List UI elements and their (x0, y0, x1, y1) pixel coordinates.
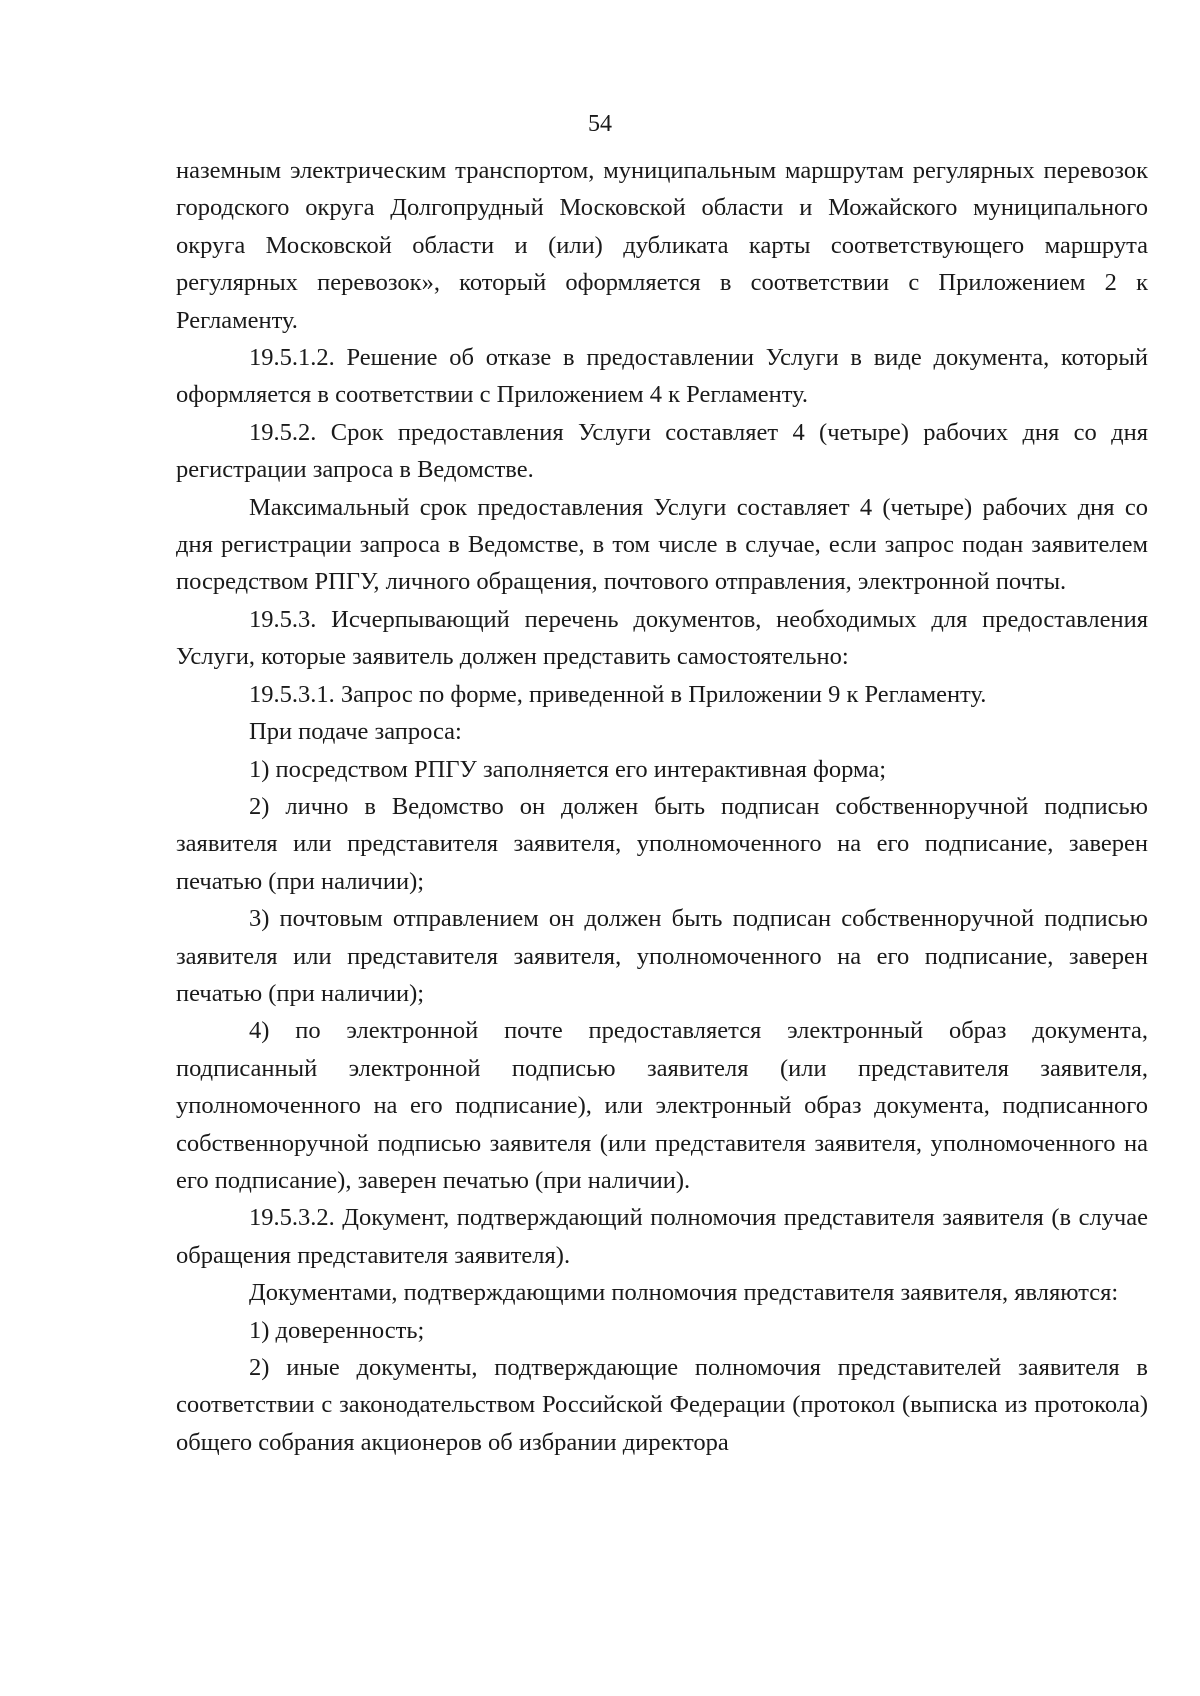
document-body (176, 152, 1148, 1461)
paragraph-8: 1) посредством РПГУ заполняется его интерактивная форма; (249, 755, 886, 783)
paragraph-6: 19.5.3.1. Запрос по форме, приведенной в Приложении 9 к Регламенту. (249, 680, 987, 708)
paragraph-10: 3) почтовым отправлением он должен быть подписан собственноручной подписью заявителя или представителя заявителя, уполномоченного на его подписание, заверен печатью (при наличии); (176, 905, 1148, 1007)
paragraph-14: 1) доверенность; (249, 1316, 425, 1344)
paragraph-4: Максимальный срок предоставления Услуги составляет 4 (четыре) рабочих дня со дня регистрации запроса в Ведомстве, в том числе в случае, если запрос подан заявителем посредством РПГУ, личного обращения, почтового отправления, электронной почты. (176, 493, 1148, 596)
paragraph-13: Документами, подтверждающими полномочия представителя заявителя, являются: (249, 1279, 1119, 1307)
paragraph-5: 19.5.3. Исчерпывающий перечень документов, необходимых для предоставления Услуги, которые заявитель должен представить самостоятельно: (176, 605, 1148, 671)
paragraph-3: 19.5.2. Срок предоставления Услуги составляет 4 (четыре) рабочих дня со дня регистрации запроса в Ведомстве. (176, 418, 1148, 484)
paragraph-7: При подаче запроса: (249, 718, 462, 746)
paragraph-9: 2) лично в Ведомство он должен быть подписан собственноручной подписью заявителя или представителя заявителя, уполномоченного на его подписание, заверен печатью (при наличии); (176, 792, 1148, 895)
paragraph-11: 4) по электронной почте предоставляется электронный образ документа, подписанный электронной подписью заявителя (или представителя заявителя, уполномоченного на его подписание), или электронный образ документа, подписанного собственноручной подписью заявителя (или представителя заявителя, уполномоченного на его подписание), заверен печатью (при наличии). (176, 1017, 1148, 1194)
page-number: 54 (588, 111, 612, 137)
paragraph-2: 19.5.1.2. Решение об отказе в предоставлении Услуги в виде документа, который оформляется в соответствии с Приложением 4 к Регламенту. (176, 344, 1148, 409)
paragraph-1: наземным электрическим транспортом, муниципальным маршрутам регулярных перевозок городского округа Долгопрудный Московской области и Можайского муниципального округа Московской области и (или) дубликата карты соответствующего маршрута регулярных перевозок», который оформляется в соответствии с Приложением 2 к Регламенту. (176, 157, 1148, 334)
paragraph-15: 2) иные документы, подтверждающие полномочия представителей заявителя в соответствии с законодательством Российской Федерации (протокол (выписка из протокола) общего собрания акционеров об избрании директора (176, 1354, 1148, 1456)
paragraph-12: 19.5.3.2. Документ, подтверждающий полномочия представителя заявителя (в случае обращения представителя заявителя). (176, 1204, 1148, 1269)
